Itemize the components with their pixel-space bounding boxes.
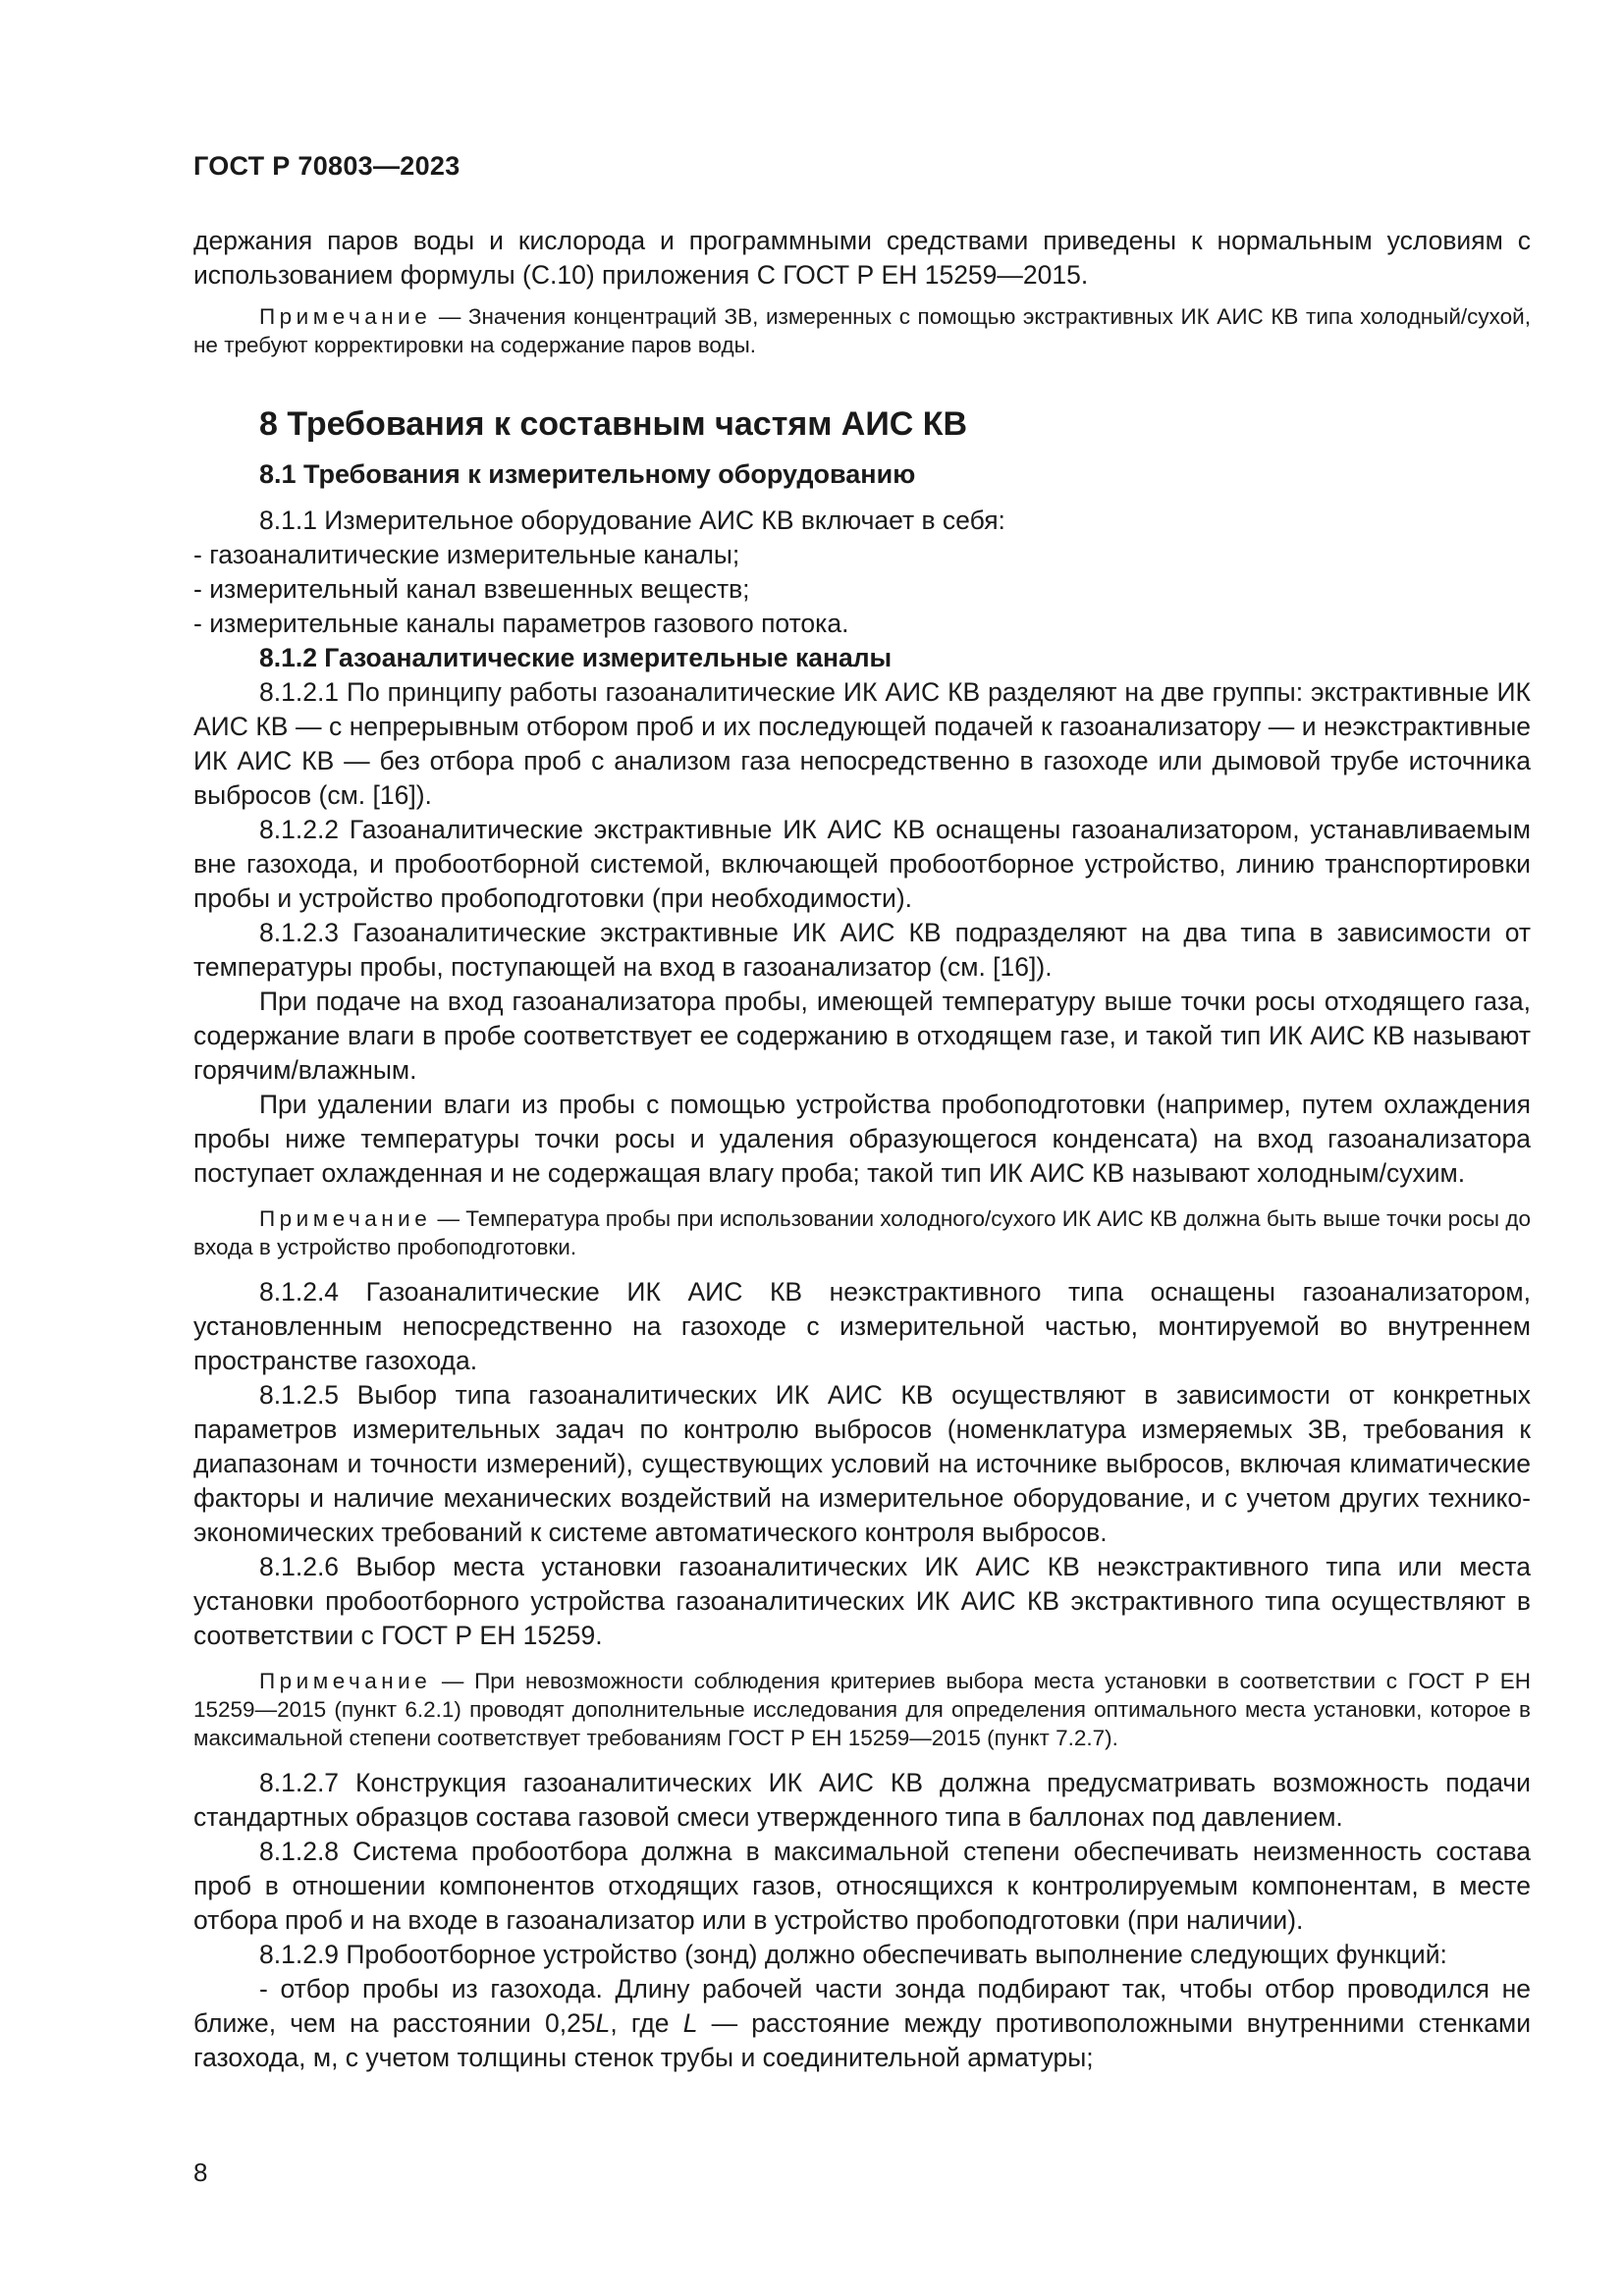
paragraph-8-1-2-3: 8.1.2.3 Газоаналитические экстрактивные ИК АИС КВ подразделяют на два типа в зависимости от температуры пробы, поступающей на вход в газоанализатор (см. [16]).: [193, 918, 1531, 982]
section-8-1-title: 8.1 Требования к измерительному оборудованию: [259, 459, 916, 489]
section-8-title: 8 Требования к составным частям АИС КВ: [259, 405, 968, 443]
document-body: [193, 224, 1531, 2075]
paragraph-8-1-2-6: 8.1.2.6 Выбор места установки газоаналитических ИК АИС КВ неэкстрактивного типа или места установки пробоотборного устройства газоаналитических ИК АИС КВ экстрактивного типа осуществляют в соответствии с ГОСТ Р ЕН 15259.: [193, 1552, 1531, 1650]
paragraph-8-1-1: 8.1.1 Измерительное оборудование АИС КВ включает в себя:: [259, 506, 1005, 535]
paragraph-hot-wet: При подаче на вход газоанализатора пробы, имеющей температуру выше точки росы отходящего газа, содержание влаги в пробе соответствует ее содержанию в отходящем газе, и такой тип ИК АИС КВ называют горячим/влажным.: [193, 987, 1531, 1085]
paragraph-8-1-2-8: 8.1.2.8 Система пробоотбора должна в максимальной степени обеспечивать неизменность состава проб в отношении компонентов отходящих газов, относящихся к контролируемым компонентам, в месте отбора проб и на входе в газоанализатор или в устройство пробоподготовки (при наличии).: [193, 1837, 1531, 1935]
paragraph-8-1-2-5: 8.1.2.5 Выбор типа газоаналитических ИК АИС КВ осуществляют в зависимости от конкретных параметров измерительных задач по контролю выбросов (номенклатура измеряемых ЗВ, требования к диапазонам и точности измерений), существующих условий на источнике выбросов, включая климатические факторы и наличие механических воздействий на измерительное оборудование, и с учетом других технико-экономических требований к системе автоматического контроля выбросов.: [193, 1380, 1531, 1547]
document-header: ГОСТ Р 70803—2023: [193, 151, 460, 181]
paragraph-8-1-2-4: 8.1.2.4 Газоаналитические ИК АИС КВ неэкстрактивного типа оснащены газоанализатором, установленным непосредственно на газоходе с измерительной частью, монтируемой во внутреннем пространстве газохода.: [193, 1277, 1531, 1375]
note-text: — При невозможности соблюдения критериев выбора места установки в соответствии с ГОСТ Р ЕН 15259—2015 (пункт 6.2.1) проводят дополнительные исследования для определения оптимального места установки, которое в максимальной степени соответствует требованиям ГОСТ Р ЕН 15259—2015 (пункт 7.2.7).: [193, 1669, 1531, 1750]
note-text: — Значения концентраций ЗВ, измеренных с помощью экстрактивных ИК АИС КВ типа холодный/сухой, не требуют корректировки на содержание паров воды.: [193, 304, 1531, 357]
note-label: Примечание: [259, 1206, 432, 1231]
equipment-list: [193, 538, 1531, 641]
paragraph-continuation: держания паров воды и кислорода и программными средствами приведены к нормальным условиям с использованием формулы (С.10) приложения С ГОСТ Р ЕН 15259—2015.: [193, 226, 1531, 290]
note-label: Примечание: [259, 304, 432, 329]
paragraph-8-1-2-7: 8.1.2.7 Конструкция газоаналитических ИК АИС КВ должна предусматривать возможность подачи стандартных образцов состава газовой смеси утвержденного типа в баллонах под давлением.: [193, 1768, 1531, 1832]
note-3: [193, 1667, 1531, 1752]
list-item-probe-sampling: - отбор пробы из газохода. Длину рабочей части зонда подбирают так, чтобы отбор проводился не ближе, чем на расстоянии 0,25L, где L — расстояние между противоположными внутренними стенками газохода, м, с учетом толщины стенок трубы и соединительной арматуры;: [193, 1974, 1532, 2072]
paragraph-8-1-2-9: 8.1.2.9 Пробоотборное устройство (зонд) должно обеспечивать выполнение следующих функций:: [259, 1940, 1447, 1969]
section-8-1-2-title: 8.1.2 Газоаналитические измерительные каналы: [259, 643, 893, 672]
note-label: Примечание: [259, 1669, 432, 1693]
note-1: [193, 302, 1531, 359]
paragraph-cold-dry: При удалении влаги из пробы с помощью устройства пробоподготовки (например, путем охлаждения пробы ниже температуры точки росы и удаления образующегося конденсата) на вход газоанализатора поступает охлажденная и не содержащая влагу проба; такой тип ИК АИС КВ называют холодным/сухим.: [193, 1090, 1531, 1188]
list-item: - газоаналитические измерительные каналы;: [193, 540, 740, 569]
note-text: — Температура пробы при использовании холодного/сухого ИК АИС КВ должна быть выше точки росы до входа в устройство пробоподготовки.: [193, 1206, 1531, 1259]
list-item: - измерительные каналы параметров газового потока.: [193, 609, 849, 638]
list-item: - измерительный канал взвешенных веществ;: [193, 574, 750, 604]
page-number: 8: [193, 2158, 208, 2187]
paragraph-8-1-2-1: 8.1.2.1 По принципу работы газоаналитические ИК АИС КВ разделяют на две группы: экстрактивные ИК АИС КВ — с непрерывным отбором проб и их последующей подачей к газоанализатору — и неэкстрактивные ИК АИС КВ — без отбора проб с анализом газа непосредственно в газоходе или дымовой трубе источника выбросов (см. [16]).: [193, 677, 1531, 810]
note-2: [193, 1204, 1531, 1261]
paragraph-8-1-2-2: 8.1.2.2 Газоаналитические экстрактивные ИК АИС КВ оснащены газоанализатором, устанавливаемым вне газохода, и пробоотборной системой, включающей пробоотборное устройство, линию транспортировки пробы и устройство пробоподготовки (при необходимости).: [193, 815, 1531, 913]
